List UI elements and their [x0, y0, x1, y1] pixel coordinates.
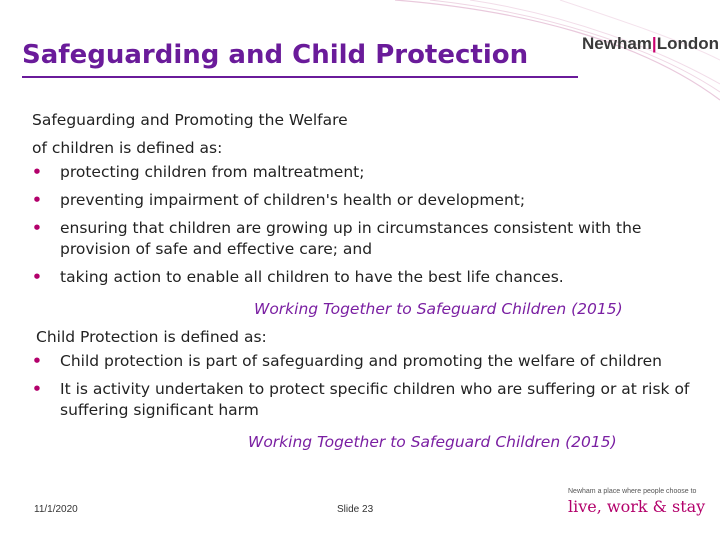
bullet-icon: • [32, 163, 42, 181]
footer-date: 11/1/2020 [34, 504, 78, 515]
list-item: • taking action to enable all children to have the best life chances. [32, 268, 564, 286]
bullet-icon: • [32, 191, 42, 209]
bullet-icon: • [32, 380, 42, 398]
slide-number: Slide 23 [337, 504, 374, 515]
bullet-icon: • [32, 352, 42, 370]
tagline-big-text: live, work & stay [568, 497, 706, 516]
newham-london-logo [582, 34, 719, 54]
intro-line-1: Safeguarding and Promoting the Welfare [32, 111, 348, 129]
slide-body [32, 106, 704, 456]
list-item: • It is activity undertaken to protect specific children who are suffering or at risk of suffering significant harm [32, 380, 690, 419]
logo-separator: | [651, 34, 657, 53]
list-item: • preventing impairment of children's health or development; [32, 191, 526, 209]
title-underline [22, 76, 578, 78]
tagline-small-text: Newham a place where people choose to [568, 488, 697, 495]
citation-1: Working Together to Safeguard Children (2015) [254, 300, 623, 318]
bullet-icon: • [32, 268, 42, 286]
logo-text-newham: Newham [582, 34, 652, 53]
live-work-stay-logo [568, 488, 706, 516]
list-item: • protecting children from maltreatment; [32, 163, 365, 181]
intro-line-2: of children is defined as: [32, 139, 223, 157]
list-item: • ensuring that children are growing up in circumstances consistent with the provision of safe and effective care; and [32, 219, 642, 258]
citation-2: Working Together to Safeguard Children (2015) [248, 433, 617, 451]
child-protection-list [32, 351, 704, 421]
child-protection-heading: Child Protection is defined as: [36, 328, 267, 346]
logo-text-london: London [656, 34, 719, 53]
list-item: • Child protection is part of safeguarding and promoting the welfare of children [32, 352, 662, 370]
page-title: Safeguarding and Child Protection [22, 40, 529, 70]
safeguarding-list [32, 162, 704, 288]
bullet-icon: • [32, 219, 42, 237]
